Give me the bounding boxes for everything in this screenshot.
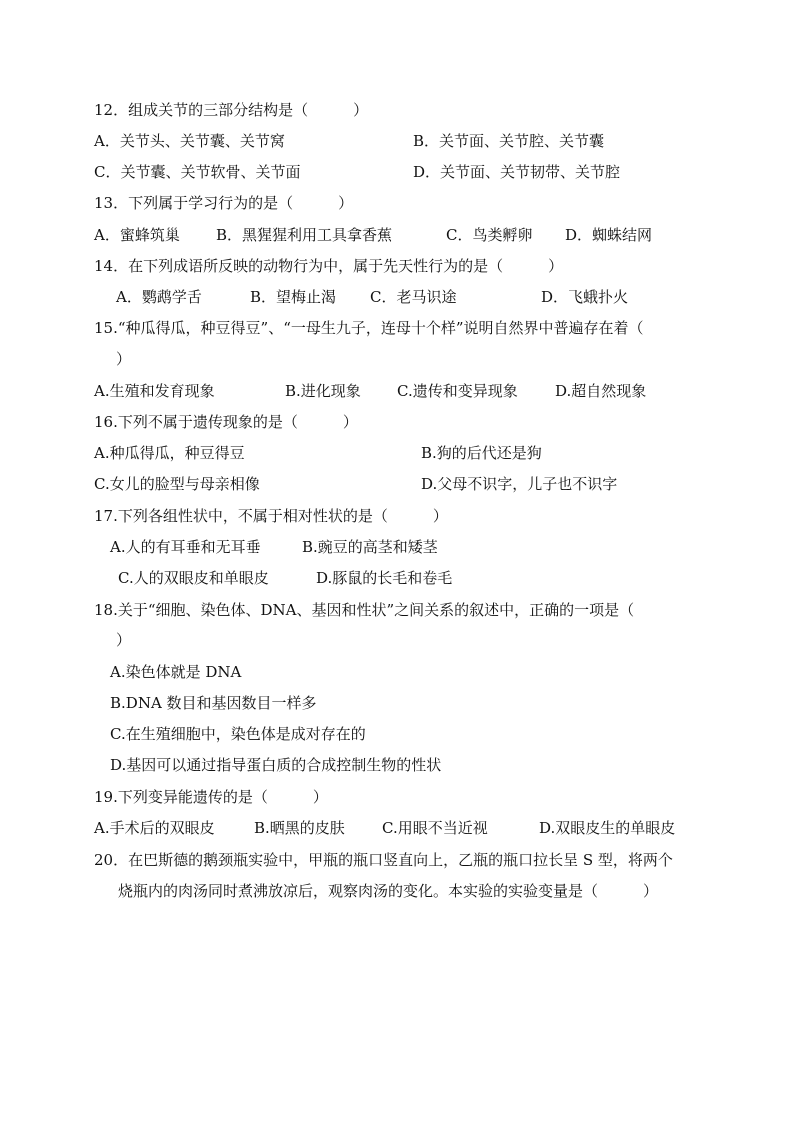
question-12-option-a: A．关节头、关节囊、关节窝 [94,132,285,150]
question-19-option-c: C.用眼不当近视 [382,819,488,837]
question-12-option-b: B．关节面、关节腔、关节囊 [413,132,605,150]
question-16-stem: 16.下列不属于遗传现象的是（ ） [94,413,358,431]
question-12-stem: 12．组成关节的三部分结构是（ ） [94,101,369,119]
question-14-option-c: C．老马识途 [370,288,457,306]
question-19-option-a: A.手术后的双眼皮 [94,819,215,837]
question-19-option-b: B.晒黑的皮肤 [254,819,345,837]
question-15-option-c: C.遗传和变异现象 [397,382,518,400]
question-17-stem: 17.下列各组性状中，不属于相对性状的是（ ） [94,507,448,525]
question-13-option-c: C．鸟类孵卵 [446,226,533,244]
question-18-option-d: D.基因可以通过指导蛋白质的合成控制生物的性状 [110,756,442,774]
question-20-stem-continuation: 烧瓶内的肉汤同时煮沸放凉后，观察肉汤的变化。本实验的实验变量是（ ） [118,882,659,900]
question-17-option-d: D.豚鼠的长毛和卷毛 [316,569,453,587]
question-20-stem: 20．在巴斯德的鹅颈瓶实验中，甲瓶的瓶口竖直向上，乙瓶的瓶口拉长呈 S 型，将两个 [94,851,673,869]
question-16-option-a: A.种瓜得瓜，种豆得豆 [94,444,245,462]
question-17-option-c: C.人的双眼皮和单眼皮 [118,569,269,587]
question-15-option-a: A.生殖和发育现象 [94,382,215,400]
question-17-option-a: A.人的有耳垂和无耳垂 [110,538,261,556]
question-15-option-b: B.进化现象 [285,382,361,400]
question-14-option-d: D．飞蛾扑火 [541,288,629,306]
question-18-stem: 18.关于“细胞、染色体、DNA、基因和性状”之间关系的叙述中，正确的一项是（ [94,601,635,619]
question-17-option-b: B.豌豆的高茎和矮茎 [302,538,438,556]
question-14-stem: 14．在下列成语所反映的动物行为中，属于先天性行为的是（ ） [94,257,564,275]
question-18-option-b: B.DNA 数目和基因数目一样多 [110,694,317,712]
question-18-option-c: C.在生殖细胞中，染色体是成对存在的 [110,725,366,743]
question-15-stem-continuation: ） [116,350,132,368]
question-16-option-c: C.女儿的脸型与母亲相像 [94,475,260,493]
question-15-option-d: D.超自然现象 [555,382,647,400]
question-12-option-d: D．关节面、关节韧带、关节腔 [413,163,621,181]
question-18-option-a: A.染色体就是 DNA [110,663,242,681]
question-19-stem: 19.下列变异能遗传的是（ ） [94,788,328,806]
question-13-option-b: B．黑猩猩利用工具拿香蕉 [216,226,393,244]
question-13-option-d: D．蜘蛛结网 [565,226,653,244]
question-13-option-a: A．蜜蜂筑巢 [94,226,180,244]
question-14-option-a: A．鹦鹉学舌 [116,288,202,306]
question-12-option-c: C．关节囊、关节软骨、关节面 [94,163,301,181]
question-18-stem-continuation: ） [116,631,132,649]
question-15-stem: 15.“种瓜得瓜，种豆得豆”、“一母生九子，连母十个样”说明自然界中普遍存在着（ [94,319,644,337]
question-16-option-d: D.父母不识字，儿子也不识字 [421,475,618,493]
question-14-option-b: B．望梅止渴 [250,288,337,306]
question-19-option-d: D.双眼皮生的单眼皮 [539,819,676,837]
question-16-option-b: B.狗的后代还是狗 [421,444,542,462]
question-13-stem: 13．下列属于学习行为的是（ ） [94,194,354,212]
